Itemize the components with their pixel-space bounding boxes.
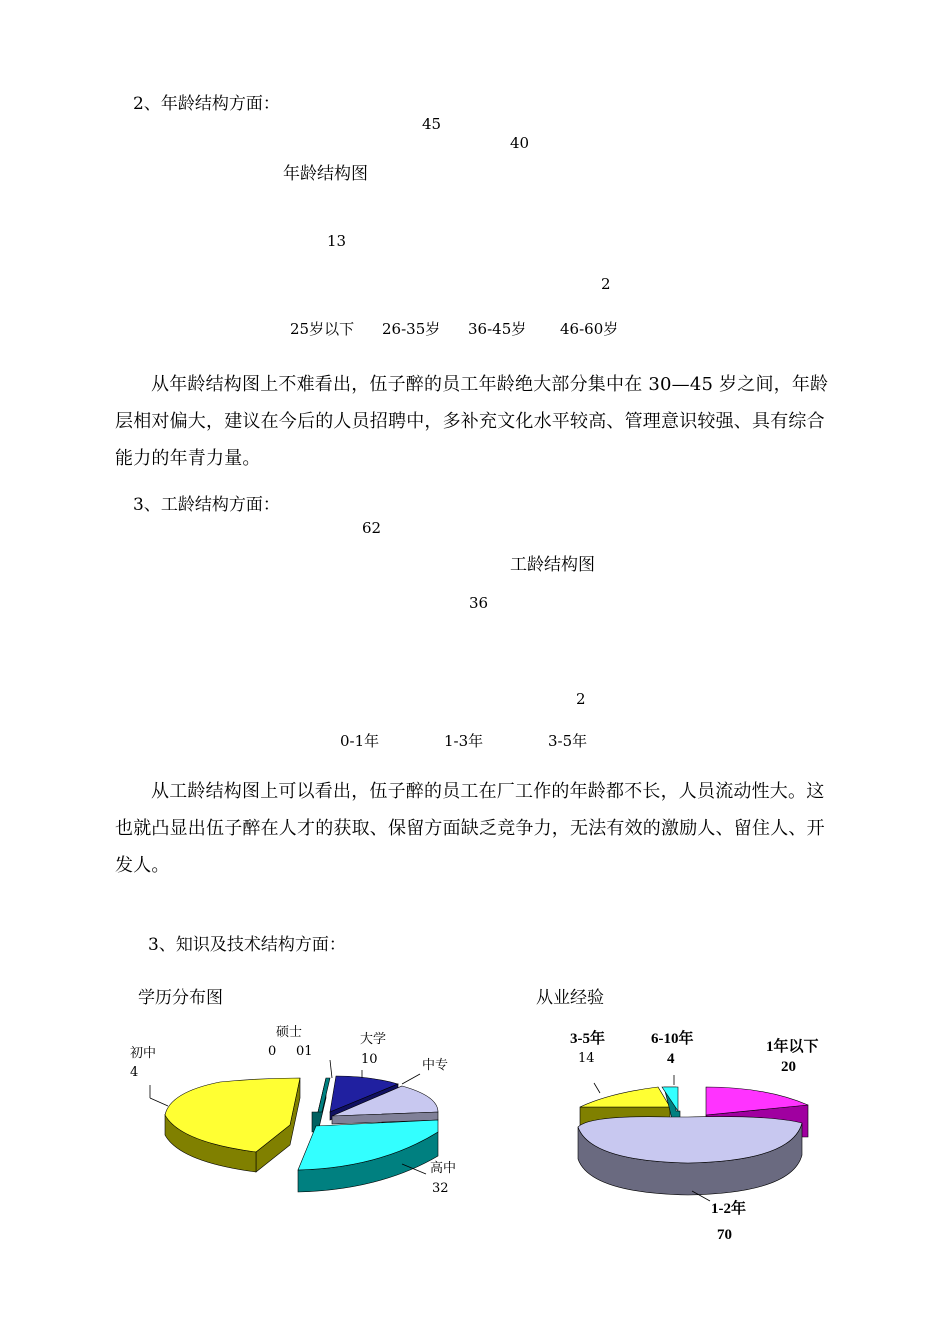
label-university: 大学 (360, 1032, 387, 1047)
tenure-value-0-1: 62 (362, 519, 382, 537)
leader-line-3-5 (594, 1083, 600, 1093)
age-value-under-25: 13 (327, 232, 347, 250)
value-high-school: 32 (432, 1181, 449, 1196)
value-university: 10 (361, 1052, 378, 1067)
pie-slice-3-5 (580, 1087, 670, 1107)
age-cat-46-60: 46-60岁 (560, 320, 619, 338)
knowledge-heading: 3、知识及技术结构方面： (148, 935, 346, 955)
age-value-46-60: 2 (601, 275, 611, 293)
leader-line-vocational (402, 1074, 420, 1084)
label-1-2: 1-2年 (711, 1201, 746, 1217)
age-value-26-35: 45 (422, 115, 442, 133)
age-chart-title: 年龄结构图 (283, 164, 368, 184)
label-vocational: 中专 (422, 1058, 449, 1073)
value-masters-extra: 01 (296, 1044, 313, 1059)
tenure-heading: 3、工龄结构方面： (133, 495, 280, 515)
label-under-1: 1年以下 (766, 1039, 819, 1055)
tenure-paragraph-text: 从工龄结构图上可以看出，伍子醉的员工在厂工作的年龄都不长，人员流动性大。这也就凸显出伍子醉在人才的获取、保留方面缺乏竞争力，无法有效的激励人、留住人、开发人。 (115, 781, 825, 876)
age-cat-36-45: 36-45岁 (468, 320, 527, 338)
age-cat-under-25: 25岁以下 (290, 320, 355, 338)
tenure-value-1-3: 36 (469, 594, 489, 612)
tenure-cat-3-5: 3-5年 (548, 732, 588, 750)
label-junior-high: 初中 (130, 1046, 157, 1061)
label-3-5: 3-5年 (570, 1031, 605, 1047)
value-masters: 0 (268, 1044, 277, 1059)
label-masters: 硕士 (276, 1025, 303, 1040)
value-junior-high: 4 (130, 1065, 139, 1080)
value-6-10: 4 (667, 1051, 675, 1067)
tenure-chart-title: 工龄结构图 (510, 555, 595, 575)
tenure-cat-1-3: 1-3年 (444, 732, 484, 750)
education-pie (140, 1040, 470, 1210)
age-paragraph (115, 366, 840, 477)
experience-pie (570, 1075, 830, 1225)
age-heading: 2、年龄结构方面： (133, 94, 280, 114)
value-under-1: 20 (781, 1059, 796, 1075)
age-cat-26-35: 26-35岁 (382, 320, 441, 338)
label-6-10: 6-10年 (651, 1031, 694, 1047)
experience-chart-title: 从业经验 (536, 988, 604, 1008)
age-paragraph-text: 从年龄结构图上不难看出，伍子醉的员工年龄绝大部分集中在 30—45 岁之间，年龄层相对偏大，建议在今后的人员招聘中，多补充文化水平较高、管理意识较强、具有综合能力的年青力量。 (115, 374, 829, 469)
value-3-5: 14 (578, 1051, 595, 1066)
tenure-cat-0-1: 0-1年 (340, 732, 380, 750)
value-1-2: 70 (717, 1227, 732, 1243)
leader-line-masters (330, 1060, 332, 1078)
label-high-school: 高中 (430, 1161, 457, 1176)
education-chart-title: 学历分布图 (138, 988, 223, 1008)
tenure-paragraph (115, 773, 840, 884)
age-value-36-45: 40 (510, 134, 530, 152)
tenure-value-3-5: 2 (576, 690, 586, 708)
leader-line-junior-high-2 (150, 1098, 168, 1106)
